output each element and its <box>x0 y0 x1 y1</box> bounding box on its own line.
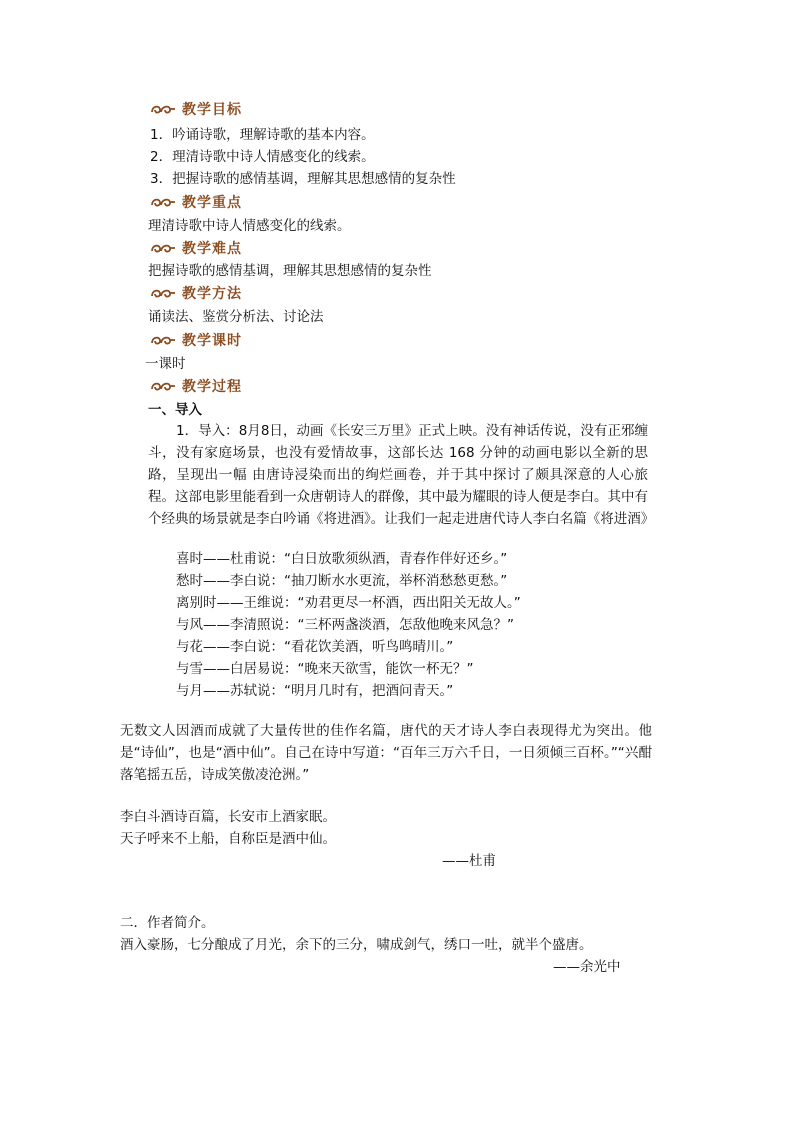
ornament-icon <box>150 103 176 115</box>
quote-line: 与风——李清照说：“三杯两盏淡酒，怎敌他晚来风急？” <box>176 617 514 633</box>
intro-paragraph: 1．导入：8月8日，动画《长安三万里》正式上映。没有神话传说，没有正邪缠斗，没有家庭场景，也没有爱情故事，这部长达 168 分钟的动画电影以全新的思路，呈现出一幅 由唐诗浸染而出的绚烂画卷，并于其中探讨了颇具深意的人心旅程。这部电影里能看到一众唐朝诗人的群像，其中最为耀眼的诗人便是李白。其中有个经典的场景就是李白吟诵《将进酒》。让我们一起走进唐代诗人李白名篇《将进酒》 <box>148 423 655 527</box>
goal-item: 1．吟诵诗歌，理解诗歌的基本内容。 <box>150 127 375 143</box>
poem-line: 李白斗酒诗百篇，长安市上酒家眠。 <box>120 809 336 825</box>
author-quote-attribution: ——余光中 <box>553 959 621 975</box>
quote-line: 离别时——王维说：“劝君更尽一杯酒，西出阳关无故人。” <box>176 595 521 611</box>
section-heading-key-points <box>150 194 242 212</box>
section-heading-methods <box>150 285 242 303</box>
goal-item: 3．把握诗歌的感情基调，理解其思想感情的复杂性 <box>150 171 456 187</box>
methods-text: 诵读法、鉴赏分析法、讨论法 <box>148 309 324 325</box>
section-heading-hours <box>150 332 242 350</box>
goal-item: 2．理清诗歌中诗人情感变化的线索。 <box>150 149 375 165</box>
section-heading-difficulties <box>150 240 242 258</box>
author-section-heading: 二．作者简介。 <box>120 915 215 931</box>
ornament-icon <box>150 380 176 392</box>
quote-line: 与月——苏轼说：“明月几时有，把酒问青天。” <box>176 683 454 699</box>
intro-heading: 一、导入 <box>148 402 202 418</box>
heading-text: 教学过程 <box>182 379 242 395</box>
heading-text: 教学难点 <box>182 241 242 257</box>
heading-text: 教学方法 <box>182 286 242 302</box>
heading-text: 教学重点 <box>182 195 242 211</box>
closing-paragraph: 无数文人因酒而成就了大量传世的佳作名篇，唐代的天才诗人李白表现得尤为突出。他是“诗仙”，也是“酒中仙”。自己在诗中写道：“百年三万六千日，一日须倾三百杯。”“兴酣落笔摇五岳，诗成笑傲凌沧洲。” <box>120 723 652 783</box>
ornament-icon <box>150 287 176 299</box>
author-quote: 酒入豪肠，七分酿成了月光，余下的三分，啸成剑气，绣口一吐，就半个盛唐。 <box>120 937 593 953</box>
heading-text: 教学课时 <box>182 333 242 349</box>
ornament-icon <box>150 242 176 254</box>
key-points-text: 理清诗歌中诗人情感变化的线索。 <box>148 218 351 234</box>
quote-line: 喜时——杜甫说：“白日放歌须纵酒，青春作伴好还乡。” <box>176 551 508 567</box>
quote-line: 与花——李白说：“看花饮美酒，听鸟鸣晴川。” <box>176 639 454 655</box>
poem-line: 天子呼来不上船，自称臣是酒中仙。 <box>120 831 336 847</box>
ornament-icon <box>150 196 176 208</box>
section-heading-goals <box>150 101 242 119</box>
poem-attribution: ——杜甫 <box>442 853 496 869</box>
difficulties-text: 把握诗歌的感情基调，理解其思想感情的复杂性 <box>148 263 432 279</box>
heading-text: 教学目标 <box>182 102 242 118</box>
ornament-icon <box>150 334 176 346</box>
hours-text: 一课时 <box>145 356 186 372</box>
section-heading-process <box>150 378 242 396</box>
quote-line: 愁时——李白说：“抽刀断水水更流，举杯消愁愁更愁。” <box>176 573 508 589</box>
quote-line: 与雪——白居易说：“晚来天欲雪，能饮一杯无？” <box>176 661 474 677</box>
